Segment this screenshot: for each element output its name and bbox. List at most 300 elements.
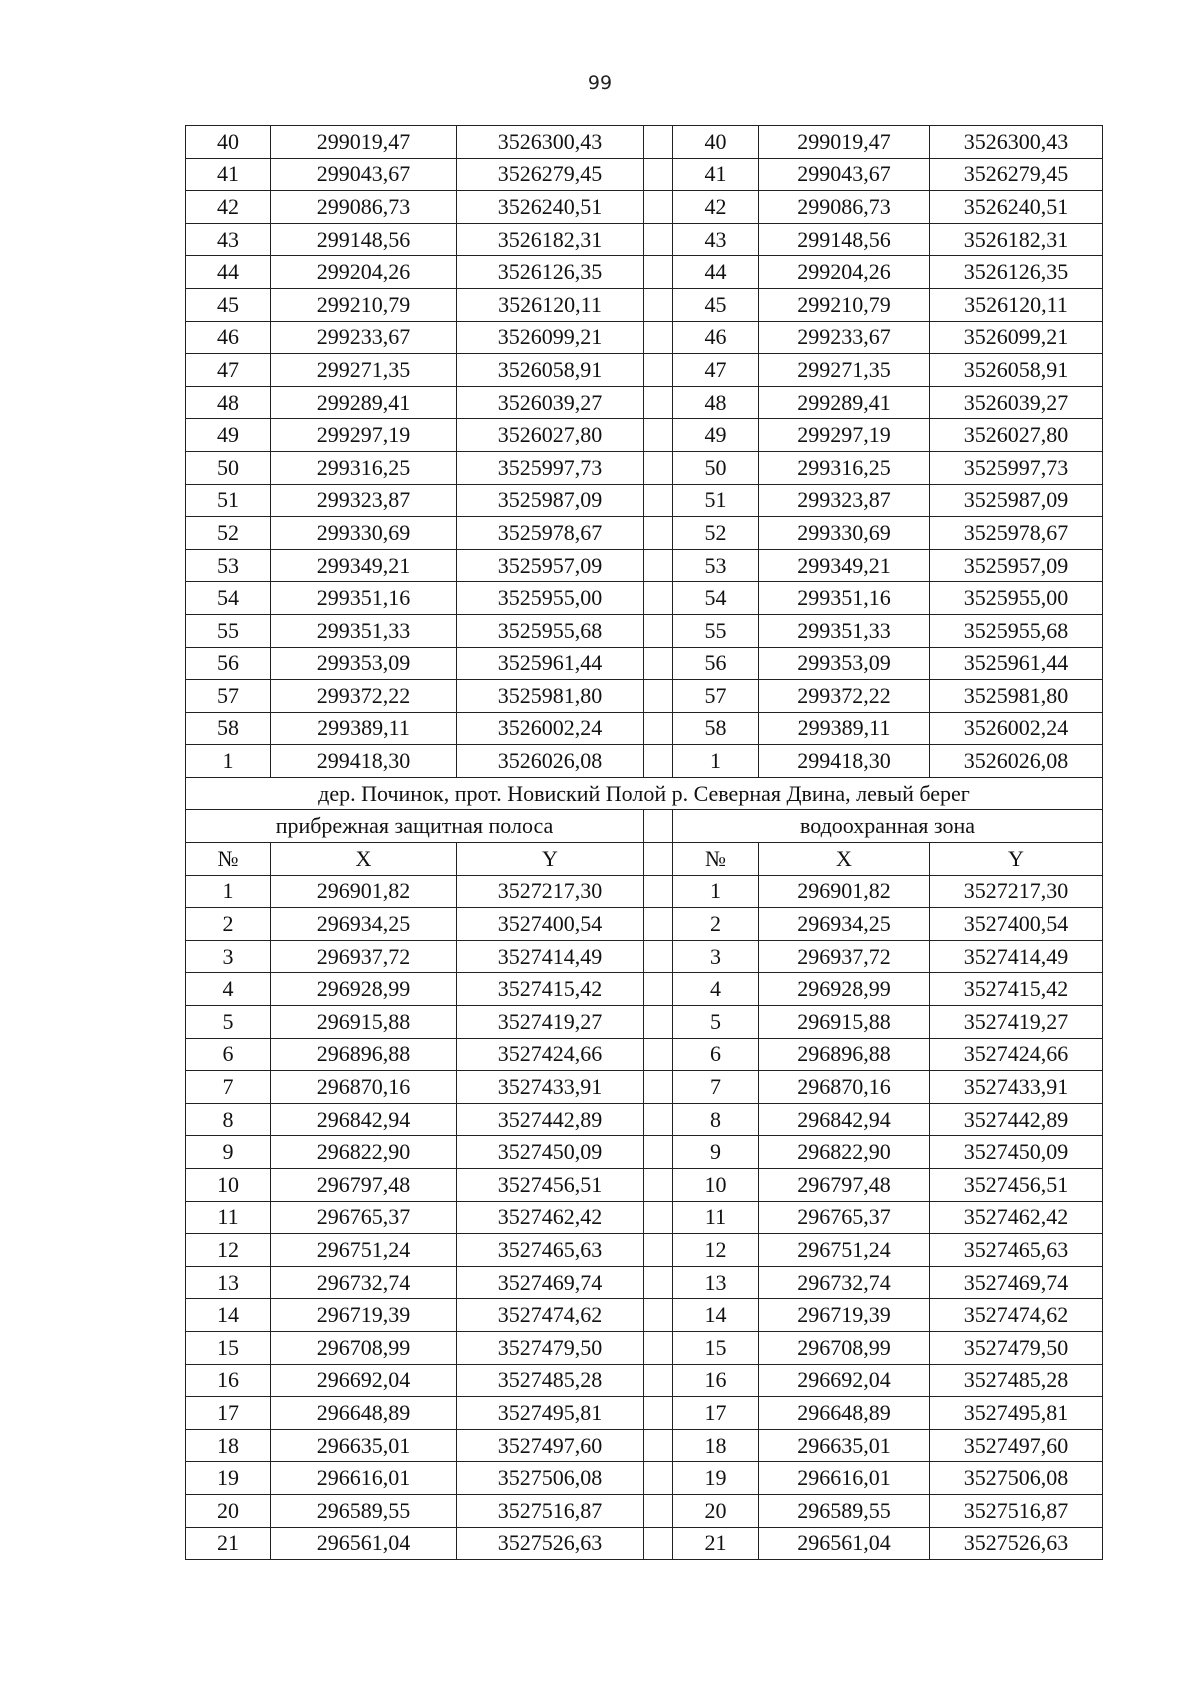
left-y-value: 3527462,42	[457, 1201, 644, 1234]
right-y-value: 3527442,89	[930, 1103, 1103, 1136]
right-y-value: 3525987,09	[930, 484, 1103, 517]
right-x-value: 299019,47	[759, 126, 930, 159]
table-row	[186, 1136, 1103, 1169]
left-x-value: 299289,41	[271, 386, 457, 419]
right-y-value: 3527526,63	[930, 1527, 1103, 1560]
right-x-value: 299418,30	[759, 745, 930, 778]
right-num-header: №	[673, 843, 759, 876]
left-y-value: 3527424,66	[457, 1038, 644, 1071]
right-point-number: 52	[673, 517, 759, 550]
table-row	[186, 1071, 1103, 1104]
left-point-number: 1	[186, 745, 271, 778]
right-y-value: 3527497,60	[930, 1429, 1103, 1462]
right-y-value: 3526300,43	[930, 126, 1103, 159]
left-y-value: 3525978,67	[457, 517, 644, 550]
right-point-number: 7	[673, 1071, 759, 1104]
table-row	[186, 745, 1103, 778]
left-y-value: 3526126,35	[457, 256, 644, 289]
table-row	[186, 256, 1103, 289]
table-row	[186, 1266, 1103, 1299]
left-y-value: 3526279,45	[457, 158, 644, 191]
section-header	[186, 777, 1103, 875]
left-y-value: 3527415,42	[457, 973, 644, 1006]
left-y-value: 3525961,44	[457, 647, 644, 680]
spacer-cell	[644, 256, 673, 289]
spacer-cell	[644, 1038, 673, 1071]
right-x-value: 299330,69	[759, 517, 930, 550]
right-point-number: 48	[673, 386, 759, 419]
left-point-number: 1	[186, 875, 271, 908]
left-point-number: 43	[186, 223, 271, 256]
spacer-cell	[644, 843, 673, 876]
right-y-value: 3527424,66	[930, 1038, 1103, 1071]
left-point-number: 47	[186, 354, 271, 387]
left-point-number: 48	[186, 386, 271, 419]
page-number: 99	[587, 72, 613, 94]
right-point-number: 21	[673, 1527, 759, 1560]
right-y-value: 3526002,24	[930, 712, 1103, 745]
table-row	[186, 1201, 1103, 1234]
spacer-cell	[644, 614, 673, 647]
spacer-cell	[644, 810, 673, 843]
left-x-value: 299271,35	[271, 354, 457, 387]
spacer-cell	[644, 1169, 673, 1202]
right-y-value: 3527217,30	[930, 875, 1103, 908]
left-point-number: 11	[186, 1201, 271, 1234]
right-point-number: 8	[673, 1103, 759, 1136]
left-x-value: 296648,89	[271, 1397, 457, 1430]
right-point-number: 11	[673, 1201, 759, 1234]
right-point-number: 1	[673, 745, 759, 778]
spacer-cell	[644, 158, 673, 191]
right-y-value: 3526026,08	[930, 745, 1103, 778]
spacer-cell	[644, 549, 673, 582]
right-x-value: 299323,87	[759, 484, 930, 517]
left-x-value: 299316,25	[271, 451, 457, 484]
right-point-number: 16	[673, 1364, 759, 1397]
left-point-number: 57	[186, 680, 271, 713]
left-y-value: 3527479,50	[457, 1331, 644, 1364]
right-point-number: 54	[673, 582, 759, 615]
table-row	[186, 288, 1103, 321]
table-row	[186, 191, 1103, 224]
right-point-number: 46	[673, 321, 759, 354]
right-group-title: водоохранная зона	[673, 810, 1103, 843]
spacer-cell	[644, 288, 673, 321]
left-y-value: 3526300,43	[457, 126, 644, 159]
table-row	[186, 1429, 1103, 1462]
table-row	[186, 1494, 1103, 1527]
spacer-cell	[644, 223, 673, 256]
table-row	[186, 908, 1103, 941]
left-y-value: 3525955,68	[457, 614, 644, 647]
left-point-number: 41	[186, 158, 271, 191]
spacer-cell	[644, 973, 673, 1006]
right-y-value: 3526240,51	[930, 191, 1103, 224]
right-y-value: 3527469,74	[930, 1266, 1103, 1299]
spacer-cell	[644, 517, 673, 550]
spacer-cell	[644, 419, 673, 452]
left-y-value: 3526099,21	[457, 321, 644, 354]
left-y-value: 3527442,89	[457, 1103, 644, 1136]
spacer-cell	[644, 1103, 673, 1136]
left-point-number: 6	[186, 1038, 271, 1071]
left-y-value: 3526027,80	[457, 419, 644, 452]
right-x-value: 299389,11	[759, 712, 930, 745]
left-group-title: прибрежная защитная полоса	[186, 810, 644, 843]
right-x-value: 296934,25	[759, 908, 930, 941]
right-y-value: 3527414,49	[930, 940, 1103, 973]
left-y-value: 3527526,63	[457, 1527, 644, 1560]
right-y-value: 3525961,44	[930, 647, 1103, 680]
table-row	[186, 321, 1103, 354]
left-x-value: 299043,67	[271, 158, 457, 191]
left-x-value: 299297,19	[271, 419, 457, 452]
left-x-value: 296589,55	[271, 1494, 457, 1527]
left-point-number: 56	[186, 647, 271, 680]
left-y-value: 3526240,51	[457, 191, 644, 224]
left-x-value: 299210,79	[271, 288, 457, 321]
left-y-value: 3527433,91	[457, 1071, 644, 1104]
left-y-value: 3527495,81	[457, 1397, 644, 1430]
left-point-number: 45	[186, 288, 271, 321]
left-x-value: 296719,39	[271, 1299, 457, 1332]
right-x-value: 299353,09	[759, 647, 930, 680]
spacer-cell	[644, 875, 673, 908]
spacer-cell	[644, 745, 673, 778]
spacer-cell	[644, 1136, 673, 1169]
spacer-cell	[644, 1397, 673, 1430]
table-row	[186, 1169, 1103, 1202]
right-x-value: 299351,33	[759, 614, 930, 647]
left-x-value: 296635,01	[271, 1429, 457, 1462]
section-title: дер. Починок, прот. Новиский Полой р. Северная Двина, левый берег	[186, 777, 1103, 810]
left-x-value: 299233,67	[271, 321, 457, 354]
spacer-cell	[644, 1364, 673, 1397]
left-y-value: 3527450,09	[457, 1136, 644, 1169]
spacer-cell	[644, 354, 673, 387]
left-x-value: 299148,56	[271, 223, 457, 256]
left-y-value: 3525997,73	[457, 451, 644, 484]
right-x-value: 296648,89	[759, 1397, 930, 1430]
table-row	[186, 419, 1103, 452]
left-y-value: 3526039,27	[457, 386, 644, 419]
right-y-value: 3527419,27	[930, 1006, 1103, 1039]
right-point-number: 50	[673, 451, 759, 484]
right-x-header: X	[759, 843, 930, 876]
left-y-value: 3526002,24	[457, 712, 644, 745]
spacer-cell	[644, 1201, 673, 1234]
left-x-value: 296751,24	[271, 1234, 457, 1267]
right-x-value: 296896,88	[759, 1038, 930, 1071]
left-point-number: 9	[186, 1136, 271, 1169]
right-y-value: 3525955,00	[930, 582, 1103, 615]
right-point-number: 15	[673, 1331, 759, 1364]
left-x-value: 296928,99	[271, 973, 457, 1006]
spacer-cell	[644, 191, 673, 224]
left-x-value: 299353,09	[271, 647, 457, 680]
right-y-value: 3527415,42	[930, 973, 1103, 1006]
left-x-value: 296561,04	[271, 1527, 457, 1560]
right-y-value: 3526027,80	[930, 419, 1103, 452]
right-x-value: 296708,99	[759, 1331, 930, 1364]
right-y-value: 3527495,81	[930, 1397, 1103, 1430]
right-y-value: 3527462,42	[930, 1201, 1103, 1234]
left-point-number: 58	[186, 712, 271, 745]
right-point-number: 47	[673, 354, 759, 387]
table-row	[186, 354, 1103, 387]
spacer-cell	[644, 1494, 673, 1527]
left-x-value: 299330,69	[271, 517, 457, 550]
section-title-row	[186, 777, 1103, 810]
right-point-number: 17	[673, 1397, 759, 1430]
right-x-value: 296692,04	[759, 1364, 930, 1397]
spacer-cell	[644, 647, 673, 680]
right-y-value: 3527516,87	[930, 1494, 1103, 1527]
left-y-value: 3526026,08	[457, 745, 644, 778]
right-x-value: 299316,25	[759, 451, 930, 484]
right-y-value: 3527450,09	[930, 1136, 1103, 1169]
left-y-value: 3527497,60	[457, 1429, 644, 1462]
left-point-number: 15	[186, 1331, 271, 1364]
table-row	[186, 158, 1103, 191]
left-y-value: 3527217,30	[457, 875, 644, 908]
right-x-value: 299349,21	[759, 549, 930, 582]
left-point-number: 55	[186, 614, 271, 647]
left-point-number: 8	[186, 1103, 271, 1136]
right-x-value: 299233,67	[759, 321, 930, 354]
right-y-value: 3527456,51	[930, 1169, 1103, 1202]
spacer-cell	[644, 1266, 673, 1299]
right-x-value: 296915,88	[759, 1006, 930, 1039]
left-x-value: 296765,37	[271, 1201, 457, 1234]
left-y-value: 3527469,74	[457, 1266, 644, 1299]
left-x-value: 296797,48	[271, 1169, 457, 1202]
right-point-number: 4	[673, 973, 759, 1006]
right-y-value: 3527479,50	[930, 1331, 1103, 1364]
right-x-value: 299372,22	[759, 680, 930, 713]
left-x-value: 299019,47	[271, 126, 457, 159]
coordinates-table	[185, 125, 1103, 1560]
table-row	[186, 1103, 1103, 1136]
left-x-value: 296708,99	[271, 1331, 457, 1364]
spacer-cell	[644, 582, 673, 615]
left-point-number: 17	[186, 1397, 271, 1430]
left-x-value: 299418,30	[271, 745, 457, 778]
spacer-cell	[644, 712, 673, 745]
left-y-value: 3525955,00	[457, 582, 644, 615]
spacer-cell	[644, 1331, 673, 1364]
table-row	[186, 614, 1103, 647]
right-point-number: 18	[673, 1429, 759, 1462]
spacer-cell	[644, 386, 673, 419]
left-point-number: 20	[186, 1494, 271, 1527]
left-x-value: 299086,73	[271, 191, 457, 224]
left-point-number: 7	[186, 1071, 271, 1104]
left-point-number: 52	[186, 517, 271, 550]
left-x-value: 299389,11	[271, 712, 457, 745]
spacer-cell	[644, 940, 673, 973]
spacer-cell	[644, 680, 673, 713]
left-x-value: 296732,74	[271, 1266, 457, 1299]
right-x-value: 299086,73	[759, 191, 930, 224]
spacer-cell	[644, 451, 673, 484]
table-row	[186, 1038, 1103, 1071]
table-row	[186, 875, 1103, 908]
right-x-value: 296719,39	[759, 1299, 930, 1332]
right-point-number: 51	[673, 484, 759, 517]
left-y-value: 3527516,87	[457, 1494, 644, 1527]
left-point-number: 54	[186, 582, 271, 615]
left-point-number: 2	[186, 908, 271, 941]
left-x-value: 296934,25	[271, 908, 457, 941]
table-row	[186, 1462, 1103, 1495]
left-x-value: 299351,16	[271, 582, 457, 615]
left-point-number: 21	[186, 1527, 271, 1560]
right-x-value: 296561,04	[759, 1527, 930, 1560]
left-x-value: 299349,21	[271, 549, 457, 582]
right-y-value: 3525978,67	[930, 517, 1103, 550]
table-row	[186, 940, 1103, 973]
left-x-value: 296692,04	[271, 1364, 457, 1397]
left-point-number: 46	[186, 321, 271, 354]
table-row	[186, 1299, 1103, 1332]
spacer-cell	[644, 1527, 673, 1560]
right-x-value: 299148,56	[759, 223, 930, 256]
right-y-value: 3527485,28	[930, 1364, 1103, 1397]
right-point-number: 2	[673, 908, 759, 941]
spacer-cell	[644, 1006, 673, 1039]
left-y-value: 3525957,09	[457, 549, 644, 582]
right-x-value: 296765,37	[759, 1201, 930, 1234]
right-y-value: 3527433,91	[930, 1071, 1103, 1104]
right-x-value: 296616,01	[759, 1462, 930, 1495]
table-row	[186, 451, 1103, 484]
right-x-value: 296901,82	[759, 875, 930, 908]
right-x-value: 299297,19	[759, 419, 930, 452]
left-y-value: 3525981,80	[457, 680, 644, 713]
right-y-value: 3527465,63	[930, 1234, 1103, 1267]
right-point-number: 45	[673, 288, 759, 321]
left-x-value: 299323,87	[271, 484, 457, 517]
right-y-value: 3526039,27	[930, 386, 1103, 419]
right-y-value: 3526126,35	[930, 256, 1103, 289]
spacer-cell	[644, 321, 673, 354]
right-point-number: 9	[673, 1136, 759, 1169]
table-row	[186, 223, 1103, 256]
right-x-value: 296937,72	[759, 940, 930, 973]
right-x-value: 296635,01	[759, 1429, 930, 1462]
right-point-number: 57	[673, 680, 759, 713]
left-point-number: 53	[186, 549, 271, 582]
spacer-cell	[644, 1429, 673, 1462]
spacer-cell	[644, 1234, 673, 1267]
right-x-value: 296928,99	[759, 973, 930, 1006]
right-y-value: 3526279,45	[930, 158, 1103, 191]
left-x-header: X	[271, 843, 457, 876]
right-point-number: 5	[673, 1006, 759, 1039]
table-row	[186, 973, 1103, 1006]
left-point-number: 12	[186, 1234, 271, 1267]
right-x-value: 296589,55	[759, 1494, 930, 1527]
table-row	[186, 1331, 1103, 1364]
right-x-value: 296797,48	[759, 1169, 930, 1202]
table-row	[186, 1006, 1103, 1039]
table-row	[186, 1364, 1103, 1397]
left-y-value: 3527414,49	[457, 940, 644, 973]
left-y-value: 3527474,62	[457, 1299, 644, 1332]
table-row	[186, 582, 1103, 615]
left-y-value: 3527419,27	[457, 1006, 644, 1039]
table-row	[186, 386, 1103, 419]
right-x-value: 299210,79	[759, 288, 930, 321]
right-point-number: 1	[673, 875, 759, 908]
right-point-number: 42	[673, 191, 759, 224]
left-y-header: Y	[457, 843, 644, 876]
left-x-value: 299372,22	[271, 680, 457, 713]
right-point-number: 58	[673, 712, 759, 745]
left-point-number: 50	[186, 451, 271, 484]
table-row	[186, 647, 1103, 680]
right-point-number: 44	[673, 256, 759, 289]
left-point-number: 51	[186, 484, 271, 517]
left-x-value: 296870,16	[271, 1071, 457, 1104]
spacer-cell	[644, 908, 673, 941]
right-point-number: 43	[673, 223, 759, 256]
left-y-value: 3526182,31	[457, 223, 644, 256]
right-point-number: 55	[673, 614, 759, 647]
spacer-cell	[644, 1462, 673, 1495]
right-y-header: Y	[930, 843, 1103, 876]
table-row	[186, 680, 1103, 713]
left-y-value: 3526058,91	[457, 354, 644, 387]
left-y-value: 3526120,11	[457, 288, 644, 321]
left-x-value: 296915,88	[271, 1006, 457, 1039]
left-y-value: 3527400,54	[457, 908, 644, 941]
left-point-number: 18	[186, 1429, 271, 1462]
right-x-value: 296751,24	[759, 1234, 930, 1267]
right-y-value: 3526099,21	[930, 321, 1103, 354]
bottom-rows-section	[186, 875, 1103, 1559]
right-x-value: 296842,94	[759, 1103, 930, 1136]
left-point-number: 5	[186, 1006, 271, 1039]
left-x-value: 296822,90	[271, 1136, 457, 1169]
right-y-value: 3526120,11	[930, 288, 1103, 321]
left-point-number: 4	[186, 973, 271, 1006]
right-y-value: 3526058,91	[930, 354, 1103, 387]
right-y-value: 3527474,62	[930, 1299, 1103, 1332]
left-x-value: 299204,26	[271, 256, 457, 289]
right-x-value: 299271,35	[759, 354, 930, 387]
left-num-header: №	[186, 843, 271, 876]
table-row	[186, 549, 1103, 582]
right-y-value: 3525997,73	[930, 451, 1103, 484]
right-point-number: 40	[673, 126, 759, 159]
left-y-value: 3527506,08	[457, 1462, 644, 1495]
right-point-number: 10	[673, 1169, 759, 1202]
left-point-number: 3	[186, 940, 271, 973]
left-point-number: 42	[186, 191, 271, 224]
right-x-value: 296822,90	[759, 1136, 930, 1169]
top-rows-section	[186, 126, 1103, 778]
left-x-value: 299351,33	[271, 614, 457, 647]
right-point-number: 6	[673, 1038, 759, 1071]
right-y-value: 3525955,68	[930, 614, 1103, 647]
left-x-value: 296896,88	[271, 1038, 457, 1071]
right-point-number: 13	[673, 1266, 759, 1299]
left-point-number: 14	[186, 1299, 271, 1332]
spacer-cell	[644, 1071, 673, 1104]
